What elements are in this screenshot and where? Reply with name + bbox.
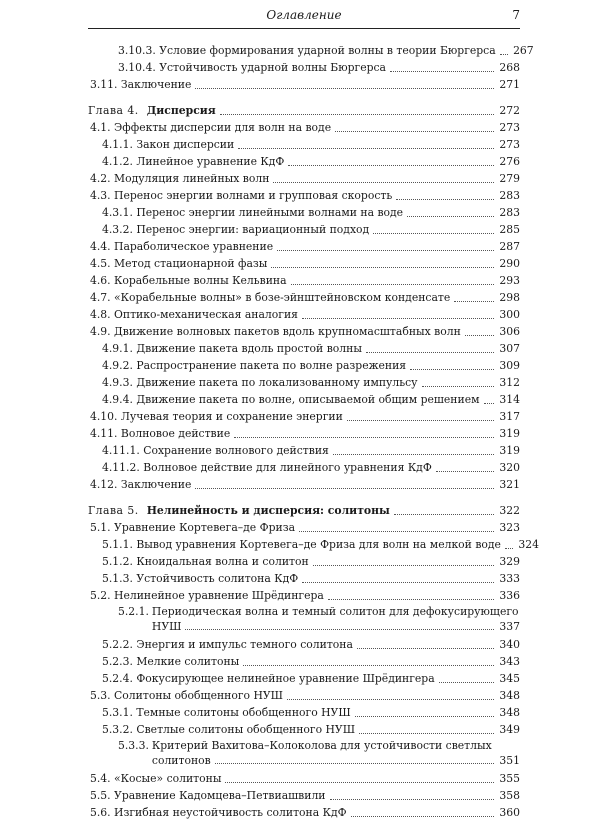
toc-entry[interactable]: 4.3. Перенос энергии волнами и групповая скорость 283 <box>90 189 520 202</box>
toc-entry[interactable]: 3.10.3. Условие формирования ударной волны в теории Бюргерса 267 <box>118 44 534 57</box>
toc-entry[interactable]: 4.1.2. Линейное уравнение КдФ 276 <box>102 155 520 168</box>
toc-entry[interactable]: 4.7. «Корабельные волны» в бозе-эйнштейновском конденсате 298 <box>90 291 520 304</box>
toc-entry[interactable]: 5.1. Уравнение Кортевега–де Фриза 323 <box>90 521 520 534</box>
toc-entry[interactable]: 4.3.1. Перенос энергии линейными волнами на воде 283 <box>102 206 520 219</box>
page-header <box>88 4 520 29</box>
toc-entry[interactable]: 5.2.4. Фокусирующее нелинейное уравнение Шрёдингера 345 <box>102 672 520 685</box>
toc-entry-multiline[interactable]: 5.3.3. Критерий Вахитова–Колоколова для устойчивости светлых солитонов 351 <box>118 739 520 767</box>
toc-entry[interactable]: 4.9.1. Движение пакета вдоль простой волны 307 <box>102 342 520 355</box>
toc-entry[interactable]: 5.1.1. Вывод уравнения Кортевега–де Фриза для волн на мелкой воде 324 <box>102 538 539 551</box>
toc-entry[interactable]: 3.10.4. Устойчивость ударной волны Бюргерса 268 <box>118 61 520 74</box>
toc-chapter[interactable]: Глава 4. Дисперсия 272 <box>88 104 520 117</box>
toc-entry[interactable]: 4.5. Метод стационарной фазы 290 <box>90 257 520 270</box>
toc-entry[interactable]: 5.5. Уравнение Кадомцева–Петвиашвили 358 <box>90 789 520 802</box>
toc-entry[interactable]: 4.1.1. Закон дисперсии 273 <box>102 138 520 151</box>
toc-entry[interactable]: 4.11. Волновое действие 319 <box>90 427 520 440</box>
toc-chapter[interactable]: Глава 5. Нелинейность и дисперсия: солитоны 322 <box>88 504 520 517</box>
toc-entry[interactable]: 5.2.2. Энергия и импульс темного солитона 340 <box>102 638 520 651</box>
page-number: 7 <box>512 8 520 22</box>
toc-entry[interactable]: 5.2.3. Мелкие солитоны 343 <box>102 655 520 668</box>
running-title: Оглавление <box>266 8 342 22</box>
toc-entry[interactable]: 5.1.2. Кноидальная волна и солитон 329 <box>102 555 520 568</box>
toc-entry[interactable]: 5.3.1. Темные солитоны обобщенного НУШ 348 <box>102 706 520 719</box>
toc-entry[interactable]: 4.11.2. Волновое действие для линейного уравнения КдФ 320 <box>102 461 520 474</box>
toc-entry[interactable]: 4.6. Корабельные волны Кельвина 293 <box>90 274 520 287</box>
toc-entry[interactable]: 5.3. Солитоны обобщенного НУШ 348 <box>90 689 520 702</box>
toc-entry[interactable]: 4.9.4. Движение пакета по волне, описываемой общим решением 314 <box>102 393 520 406</box>
toc-entry[interactable]: 5.6. Изгибная неустойчивость солитона КдФ 360 <box>90 806 520 819</box>
toc-entry-multiline[interactable]: 5.2.1. Периодическая волна и темный солитон для дефокусирующего НУШ 337 <box>118 605 520 633</box>
toc-entry[interactable]: 4.8. Оптико-механическая аналогия 300 <box>90 308 520 321</box>
toc-entry[interactable]: 4.9.3. Движение пакета по локализованному импульсу 312 <box>102 376 520 389</box>
toc-entry[interactable]: 4.9.2. Распространение пакета по волне разрежения 309 <box>102 359 520 372</box>
toc-entry[interactable]: 4.10. Лучевая теория и сохранение энергии 317 <box>90 410 520 423</box>
table-of-contents <box>88 42 539 821</box>
toc-entry[interactable]: 4.12. Заключение 321 <box>90 478 520 491</box>
toc-entry[interactable]: 4.3.2. Перенос энергии: вариационный подход 285 <box>102 223 520 236</box>
toc-entry[interactable]: 5.2. Нелинейное уравнение Шрёдингера 336 <box>90 589 520 602</box>
toc-entry[interactable]: 4.11.1. Сохранение волнового действия 319 <box>102 444 520 457</box>
toc-entry[interactable]: 4.9. Движение волновых пакетов вдоль крупномасштабных волн 306 <box>90 325 520 338</box>
toc-entry[interactable]: 3.11. Заключение 271 <box>90 78 520 91</box>
toc-entry[interactable]: 4.2. Модуляция линейных волн 279 <box>90 172 520 185</box>
toc-entry[interactable]: 4.1. Эффекты дисперсии для волн на воде 273 <box>90 121 520 134</box>
toc-entry[interactable]: 4.4. Параболическое уравнение 287 <box>90 240 520 253</box>
toc-entry[interactable]: 5.1.3. Устойчивость солитона КдФ 333 <box>102 572 520 585</box>
toc-entry[interactable]: 5.4. «Косые» солитоны 355 <box>90 772 520 785</box>
toc-entry[interactable]: 5.3.2. Светлые солитоны обобщенного НУШ 349 <box>102 723 520 736</box>
